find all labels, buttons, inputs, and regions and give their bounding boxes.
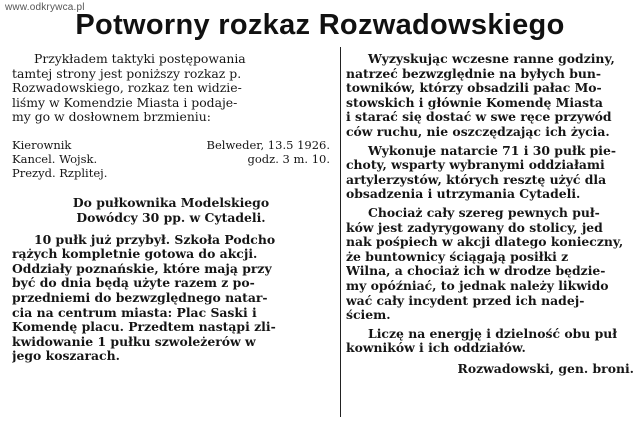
text-line: że buntownicy ściągają posiłki z	[346, 249, 569, 264]
signature: Rozwadowski, gen. broni.	[457, 360, 634, 376]
paragraph	[346, 52, 634, 140]
text-line: Rozwadowskiego, rozkaz ten widzie-	[12, 81, 242, 96]
text-line: obsadzenia i utrzymania Cytadeli.	[346, 187, 581, 202]
text-line: przedniemi do bezwzględnego natar-	[12, 290, 268, 305]
watermark: www.odkrywca.pl	[5, 2, 85, 13]
date-block	[162, 138, 330, 181]
paragraph	[346, 206, 634, 323]
text-line: Przykładem taktyki postępowania	[34, 52, 246, 66]
time-line: godz. 3 m. 10.	[247, 152, 330, 167]
article-headline: Potworny rozkaz Rozwadowskiego	[75, 9, 565, 41]
text-line: nak pośpiech w akcji dlatego konieczny,	[346, 235, 624, 250]
right-column	[346, 52, 634, 376]
left-column	[12, 52, 330, 364]
text-line: Liczę na energję i dzielność obu puł	[368, 326, 618, 341]
text-line: Oddziały poznańskie, które mają przy	[12, 261, 272, 276]
sender-line: Kierownik	[12, 137, 72, 152]
order-body	[12, 233, 330, 364]
text-line: jego koszarach.	[12, 349, 120, 364]
order-heading-line: Dowódcy 30 pp. w Cytadeli.	[76, 209, 266, 225]
date-line: Belweder, 13.5 1926.	[206, 137, 330, 152]
text-line: artylerzystów, których resztę użyć dla	[346, 172, 607, 187]
text-line: wać cały incydent przed ich nadej-	[346, 293, 585, 308]
text-line: stowskich i głównie Komendę Miasta	[346, 95, 603, 110]
order-heading-line: Do pułkownika Modelskiego	[72, 194, 270, 210]
sender-block	[12, 138, 162, 181]
text-line: być do dnia będą użyte razem z po-	[12, 276, 255, 291]
text-line: kwidowanie 1 pułku szwoleżerów w	[12, 334, 256, 349]
order-heading	[12, 195, 330, 225]
text-line: Chociaż cały szereg pewnych puł-	[368, 205, 600, 220]
text-line: Wyzyskując wczesne ranne godziny,	[368, 52, 615, 66]
document-header	[12, 138, 330, 181]
text-line: ściem.	[346, 308, 391, 323]
text-line: tamtej strony jest poniższy rozkaz p.	[12, 66, 242, 81]
text-line: Komendę placu. Przedtem nastąpi zli-	[12, 320, 276, 335]
sender-line: Prezyd. Rzplitej.	[12, 166, 108, 181]
text-line: liśmy w Komendzie Miasta i podaje-	[12, 95, 238, 110]
text-line: my go w dosłownem brzmieniu:	[12, 110, 211, 125]
text-line: cia na centrum miasta: Plac Saski i	[12, 305, 257, 320]
text-line: Wykonuje natarcie 71 i 30 pułk pie-	[368, 143, 617, 158]
text-line: my opóźniać, to jednak należy likwido	[346, 278, 609, 293]
text-line: towników, którzy obsadzili pałac Mo-	[346, 81, 602, 96]
text-line: kowników i ich oddziałów.	[346, 341, 526, 356]
column-divider	[340, 47, 341, 417]
text-line: choty, wsparty wybranymi oddziałami	[346, 158, 605, 173]
paragraph	[346, 144, 634, 202]
text-line: natrzeć bezwzględnie na byłych bun-	[346, 66, 602, 81]
text-line: ków jest zadyrygowany do stolicy, jed	[346, 220, 603, 235]
text-line: Wilna, a chociaż ich w drodze będzie-	[346, 264, 606, 279]
paragraph	[346, 327, 634, 356]
text-line: i starać się dostać w swe ręce przywód	[346, 110, 612, 125]
intro-paragraph	[12, 52, 330, 125]
text-line: ców ruchu, nie oszczędzając ich życia.	[346, 124, 610, 139]
text-line: 10 pułk już przybył. Szkoła Podcho	[34, 232, 276, 247]
text-line: rążych kompletnie gotowa do akcji.	[12, 247, 258, 262]
sender-line: Kancel. Wojsk.	[12, 152, 98, 167]
